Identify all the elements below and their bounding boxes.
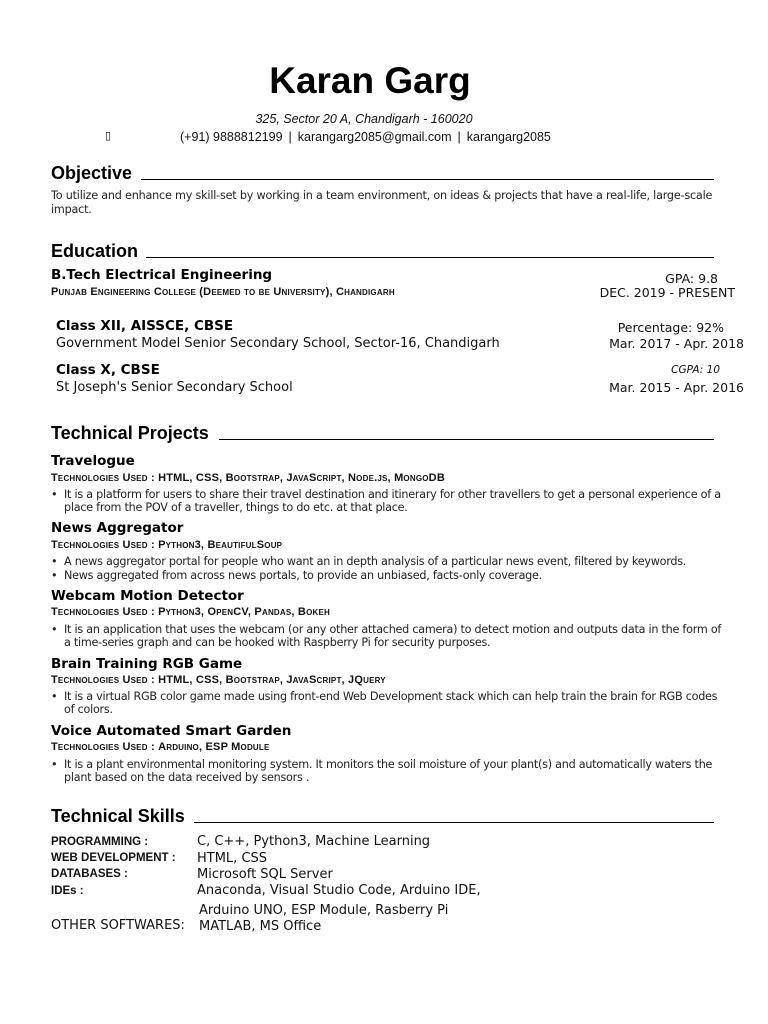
edu-degree: Class XII, AISSCE, CBSE: [56, 318, 234, 334]
separator: |: [457, 130, 461, 144]
skill-value-programming: C, C++, Python3, Machine Learning: [197, 834, 431, 849]
section-divider: [141, 179, 714, 180]
edu-school: Government Model Senior Secondary School, Sector-16, Chandigarh: [56, 336, 500, 351]
project-tech: [51, 539, 282, 551]
project-tech: [51, 472, 445, 484]
education-title: Education: [51, 241, 139, 261]
bullet-glyph: •: [51, 690, 58, 703]
edu-school: Punjab Engineering College (Deemed to be University), Chandigarh: [51, 286, 395, 298]
bullet-glyph: •: [51, 555, 58, 568]
tech-list: Python3, OpenCV, Pandas, Bokeh: [158, 606, 330, 618]
project-bullet: [51, 555, 723, 568]
skill-label-programming: PROGRAMMING :: [51, 836, 149, 848]
tech-prefix: Technologies Used :: [51, 606, 155, 618]
skill-label-other: OTHER SOFTWARES:: [51, 918, 185, 933]
bullet-glyph: •: [51, 623, 58, 636]
objective-text: To utilize and enhance my skill-set by working in a team environment, on ideas & projects that have a real-life, large-scale impact.: [51, 189, 713, 216]
bullet-text: It is a virtual RGB color game made using front-end Web Development stack which can help train the brain for RGB codes of colors.: [64, 690, 718, 716]
projects-title: Technical Projects: [51, 423, 209, 443]
bullet-glyph: •: [51, 488, 58, 501]
skill-label-webdev: WEB DEVELOPMENT :: [51, 852, 176, 864]
project-name: Brain Training RGB Game: [51, 656, 243, 672]
bullet-text: It is an application that uses the webcam (or any other attached camera) to detect motion and outputs data in the form of a time-series graph and can be hooked with Raspberry Pi for security purposes.: [64, 623, 722, 649]
section-divider: [194, 822, 714, 823]
project-bullet: [51, 623, 723, 649]
project-tech: [51, 606, 330, 618]
edu-dates: DEC. 2019 - PRESENT: [599, 285, 735, 300]
skill-value-webdev: HTML, CSS: [197, 851, 268, 866]
section-divider: [146, 257, 714, 258]
address: 325, Sector 20 A, Chandigarh - 160020: [255, 112, 473, 126]
skill-label-databases: DATABASES :: [51, 868, 128, 880]
project-name: Travelogue: [51, 453, 135, 469]
tech-list: Python3, BeautifulSoup: [158, 539, 283, 551]
bullet-glyph: •: [51, 569, 58, 582]
skill-value-databases: Microsoft SQL Server: [197, 867, 333, 882]
contact-line: [180, 130, 551, 144]
project-name: Voice Automated Smart Garden: [51, 723, 292, 739]
bullet-text: A news aggregator portal for people who want an in depth analysis of a particular news event, filtered by keywords.: [64, 555, 687, 568]
edu-dates: Mar. 2017 - Apr. 2018: [609, 336, 744, 351]
project-bullet: [51, 690, 723, 716]
skill-value-ides: Anaconda, Visual Studio Code, Arduino IDE,: [197, 883, 481, 898]
project-name: News Aggregator: [51, 520, 184, 536]
project-bullet: [51, 488, 723, 514]
tech-list: HTML, CSS, Bootstrap, JavaScript, JQuery: [158, 674, 386, 686]
edu-score: Percentage: 92%: [617, 320, 724, 335]
tech-prefix: Technologies Used :: [51, 539, 155, 551]
objective-title: Objective: [51, 163, 133, 183]
resume-name: Karan Garg: [269, 60, 471, 101]
project-bullet: [51, 758, 723, 784]
skill-label-ides: IDEs :: [51, 885, 84, 897]
section-divider: [219, 439, 714, 440]
phone-icon: ▯: [105, 129, 112, 142]
edu-degree: B.Tech Electrical Engineering: [51, 267, 273, 283]
bullet-text: It is a plant environmental monitoring system. It monitors the soil moisture of your plant(s) and automatically waters the plant based on the data received by sensors .: [64, 758, 713, 784]
phone-number: (+91) 9888812199: [180, 130, 283, 144]
project-tech: [51, 674, 386, 686]
edu-school: St Joseph's Senior Secondary School: [56, 380, 293, 395]
project-name: Webcam Motion Detector: [51, 588, 244, 604]
edu-score: GPA: 9.8: [665, 271, 718, 286]
edu-dates: Mar. 2015 - Apr. 2016: [609, 380, 744, 395]
email-link[interactable]: karangarg2085@gmail.com: [297, 130, 452, 144]
bullet-text: It is a platform for users to share their travel destination and itinerary for other travellers to get a personal experience of a place from the POV of a traveller, things to do etc. at that place.: [64, 488, 721, 514]
edu-degree: Class X, CBSE: [56, 362, 160, 378]
tech-prefix: Technologies Used :: [51, 674, 155, 686]
tech-prefix: Technologies Used :: [51, 472, 155, 484]
skill-value-other: MATLAB, MS Office: [199, 919, 322, 934]
skill-value-ides-continued: Arduino UNO, ESP Module, Rasberry Pi: [199, 903, 449, 918]
edu-score: CGPA: 10: [671, 364, 720, 376]
project-tech: [51, 741, 270, 753]
project-bullet: [51, 569, 723, 582]
skills-title: Technical Skills: [51, 806, 185, 826]
separator: |: [288, 130, 292, 144]
bullet-text: News aggregated from across news portals, to provide an unbiased, facts-only coverage.: [64, 569, 542, 582]
tech-list: HTML, CSS, Bootstrap, JavaScript, Node.js, MongoDB: [158, 472, 445, 484]
tech-prefix: Technologies Used :: [51, 741, 155, 753]
handle-link[interactable]: karangarg2085: [466, 130, 551, 144]
tech-list: Arduino, ESP Module: [158, 741, 270, 753]
bullet-glyph: •: [51, 758, 58, 771]
